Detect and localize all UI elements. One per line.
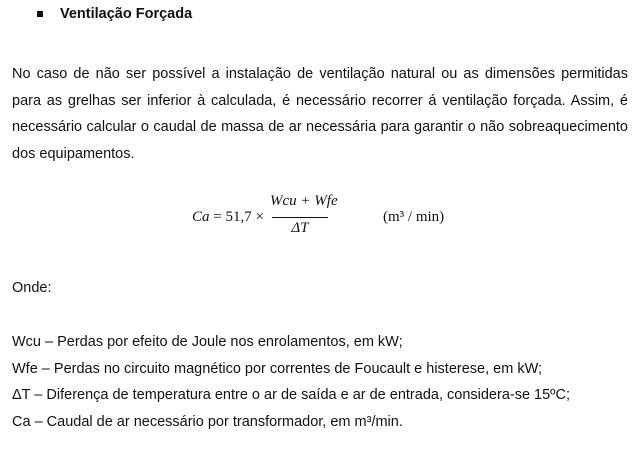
fraction-bar bbox=[272, 217, 328, 218]
definitions-list bbox=[12, 329, 628, 435]
definition-ca: Ca – Caudal de ar necessário por transformador, em m³/min. bbox=[12, 413, 403, 430]
intro-paragraph: No caso de não ser possível a instalação de ventilação natural ou as dimensões permitidas para as grelhas ser inferior à calculada, é necessário recorrer á ventilação forçada. Assim, é necessário calcular o caudal de massa de ar necessária para garantir o não sobreaquecimento dos equipamentos. bbox=[12, 66, 628, 162]
definition-wfe: Wfe – Perdas no circuito magnético por correntes de Foucault e histerese, em kW; bbox=[12, 360, 543, 377]
formula bbox=[192, 193, 452, 245]
onde-label: Onde: bbox=[12, 280, 52, 296]
formula-units: (m³ / min) bbox=[383, 209, 445, 225]
bullet-square bbox=[37, 11, 43, 17]
definition-delta-t: ΔT – Diferença de temperatura entre o ar de saída e ar de entrada, considera-se 15ºC; bbox=[12, 387, 570, 403]
section-heading: Ventilação Forçada bbox=[60, 6, 193, 22]
formula-lhs bbox=[192, 209, 264, 226]
definition-wcu: Wcu – Perdas por efeito de Joule nos enrolamentos, em kW; bbox=[12, 334, 403, 350]
formula-denominator: ΔT bbox=[291, 220, 309, 236]
formula-lhs-constant: = 51,7 × bbox=[209, 209, 264, 225]
formula-lhs-variable: Ca bbox=[192, 209, 210, 225]
formula-numerator: Wcu + Wfe bbox=[270, 193, 338, 209]
